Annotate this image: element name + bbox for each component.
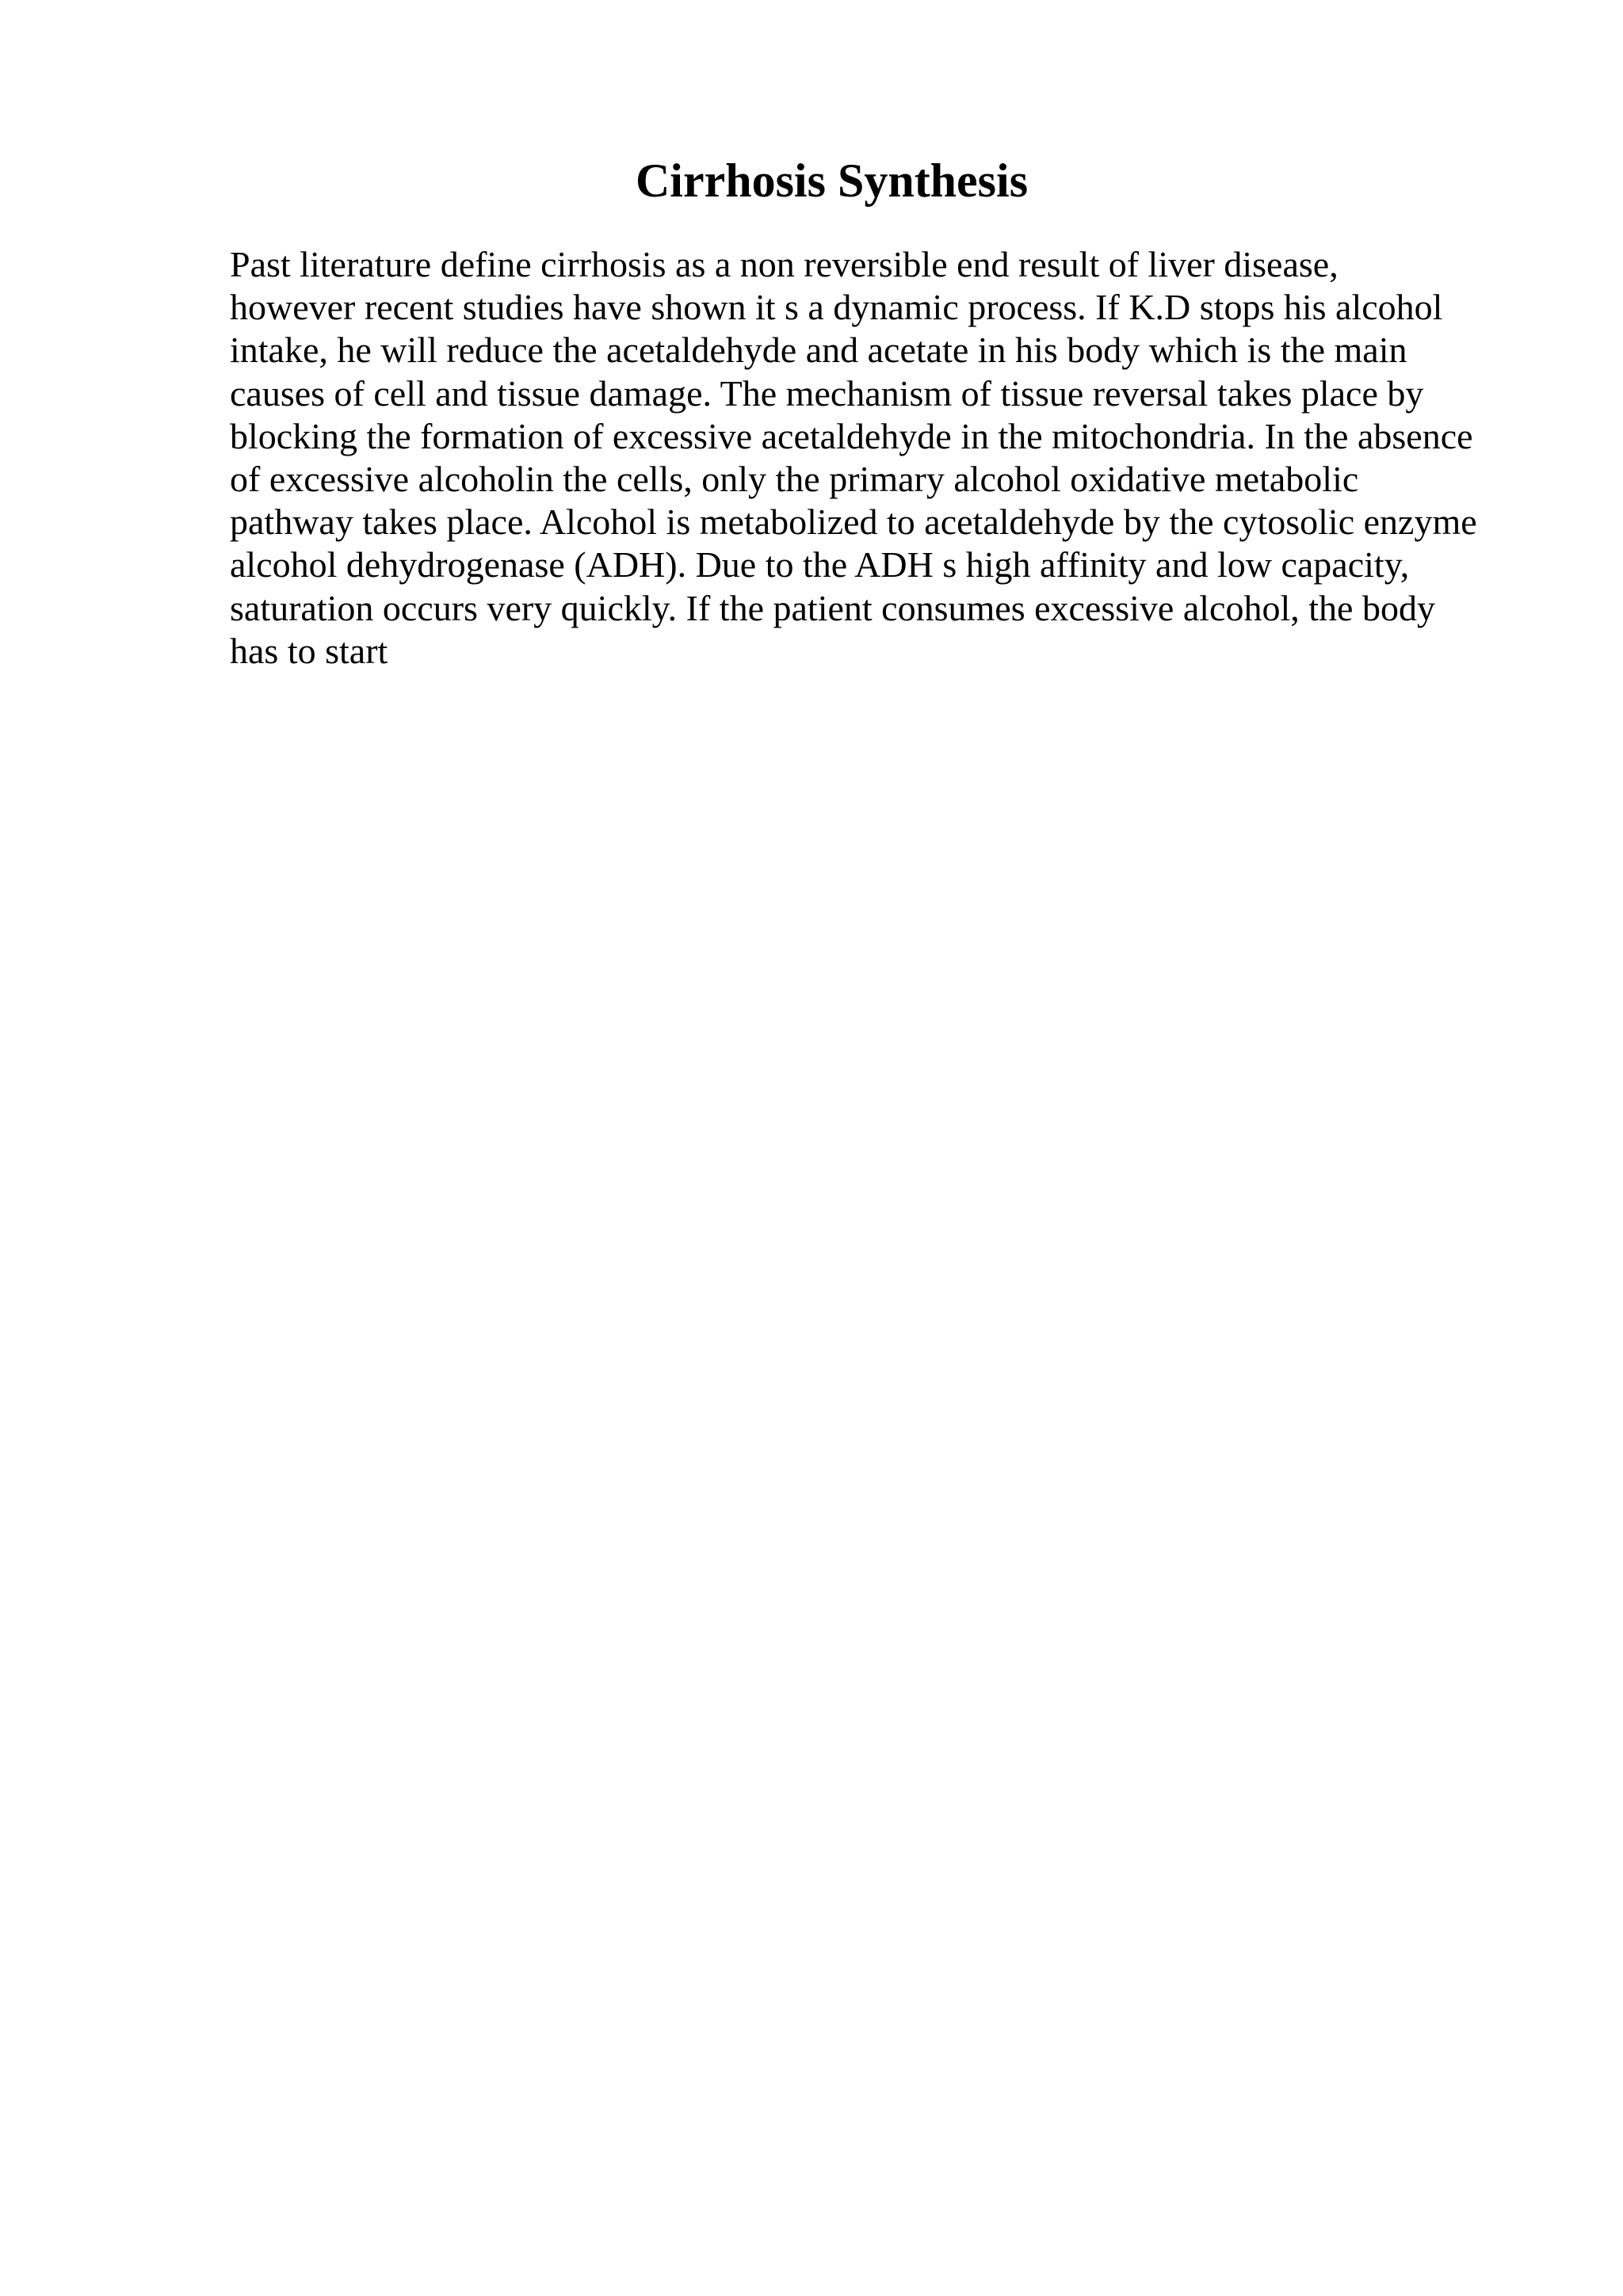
paragraph-line: has to start bbox=[230, 630, 388, 671]
paragraph-line: intake, he will reduce the acetaldehyde and acetate in his body which is the main bbox=[230, 330, 1407, 371]
paragraph-line: saturation occurs very quickly. If the patient consumes excessive alcohol, the body bbox=[230, 587, 1435, 628]
paragraph-line: of excessive alcoholin the cells, only the primary alcohol oxidative metabolic bbox=[230, 459, 1359, 500]
paragraph-line: causes of cell and tissue damage. The mechanism of tissue reversal takes place by bbox=[230, 372, 1424, 414]
paragraph-line: alcohol dehydrogenase (ADH). Due to the ADH s high affinity and low capacity, bbox=[230, 544, 1410, 585]
paragraph-line: blocking the formation of excessive acetaldehyde in the mitochondria. In the absence bbox=[230, 415, 1473, 456]
body-paragraph bbox=[230, 243, 1529, 673]
paragraph-line: Past literature define cirrhosis as a non reversible end result of liver disease, bbox=[230, 244, 1338, 284]
paragraph-line: pathway takes place. Alcohol is metabolized to acetaldehyde by the cytosolic enzyme bbox=[230, 502, 1477, 543]
document-title: Cirrhosis Synthesis bbox=[635, 154, 1029, 207]
paragraph-line: however recent studies have shown it s a dynamic process. If K.D stops his alcohol bbox=[230, 287, 1443, 328]
